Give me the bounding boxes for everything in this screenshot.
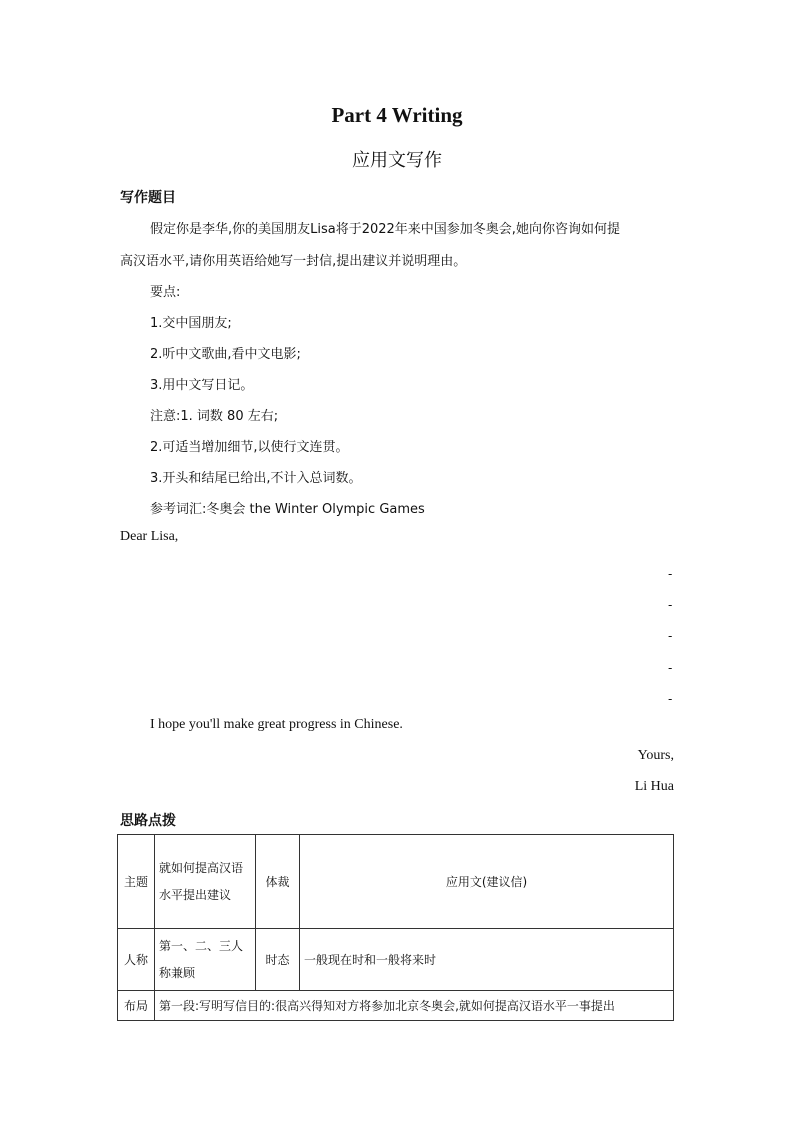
letter-greeting: Dear Lisa, [120,529,179,544]
topic-value-cell: 就如何提高汉语水平提出建议 [155,835,256,929]
person-label-cell: 人称 [118,929,155,991]
topic-label-cell: 主题 [118,835,155,929]
layout-label-cell: 布局 [118,991,155,1021]
point-2: 2.听中文歌曲,看中文电影; [150,347,301,362]
person-value-cell: 第一、二、三人称兼顾 [155,929,256,991]
page-subtitle: 应用文写作 [352,150,442,171]
genre-value-cell: 应用文(建议信) [300,835,674,929]
point-1: 1.交中国朋友; [150,316,232,331]
genre-label-cell: 体裁 [256,835,300,929]
blank-line-mark: - [668,567,673,581]
point-3: 3.用中文写日记。 [150,378,254,393]
reference-vocabulary: 参考词汇:冬奥会 the Winter Olympic Games [150,502,425,517]
table-row [118,991,674,1021]
prompt-line-2: 高汉语水平,请你用英语给她写一封信,提出建议并说明理由。 [120,254,467,269]
letter-signoff: Yours, [637,748,674,763]
note-2: 2.可适当增加细节,以使行文连贯。 [150,440,349,455]
analysis-table [117,834,674,1021]
note-1: 注意:1. 词数 80 左右; [150,409,279,424]
table-row [118,835,674,929]
analysis-section-label: 思路点拨 [120,813,176,829]
points-label: 要点: [150,285,181,300]
blank-line-mark: - [668,598,673,612]
blank-line-mark: - [668,629,673,643]
page-title: Part 4 Writing [331,103,463,127]
letter-closing-line: I hope you'll make great progress in Chinese. [150,717,403,732]
tense-label-cell: 时态 [256,929,300,991]
note-3: 3.开头和结尾已给出,不计入总词数。 [150,471,362,486]
letter-signature: Li Hua [634,779,674,794]
table-row [118,929,674,991]
layout-value-cell: 第一段:写明写信目的:很高兴得知对方将参加北京冬奥会,就如何提高汉语水平一事提出 [155,991,674,1021]
task-section-label: 写作题目 [120,190,176,206]
blank-line-mark: - [668,661,673,675]
blank-line-mark: - [668,692,673,706]
tense-value-cell: 一般现在时和一般将来时 [300,929,674,991]
prompt-line-1: 假定你是李华,你的美国朋友Lisa将于2022年来中国参加冬奥会,她向你咨询如何提 [150,222,620,237]
